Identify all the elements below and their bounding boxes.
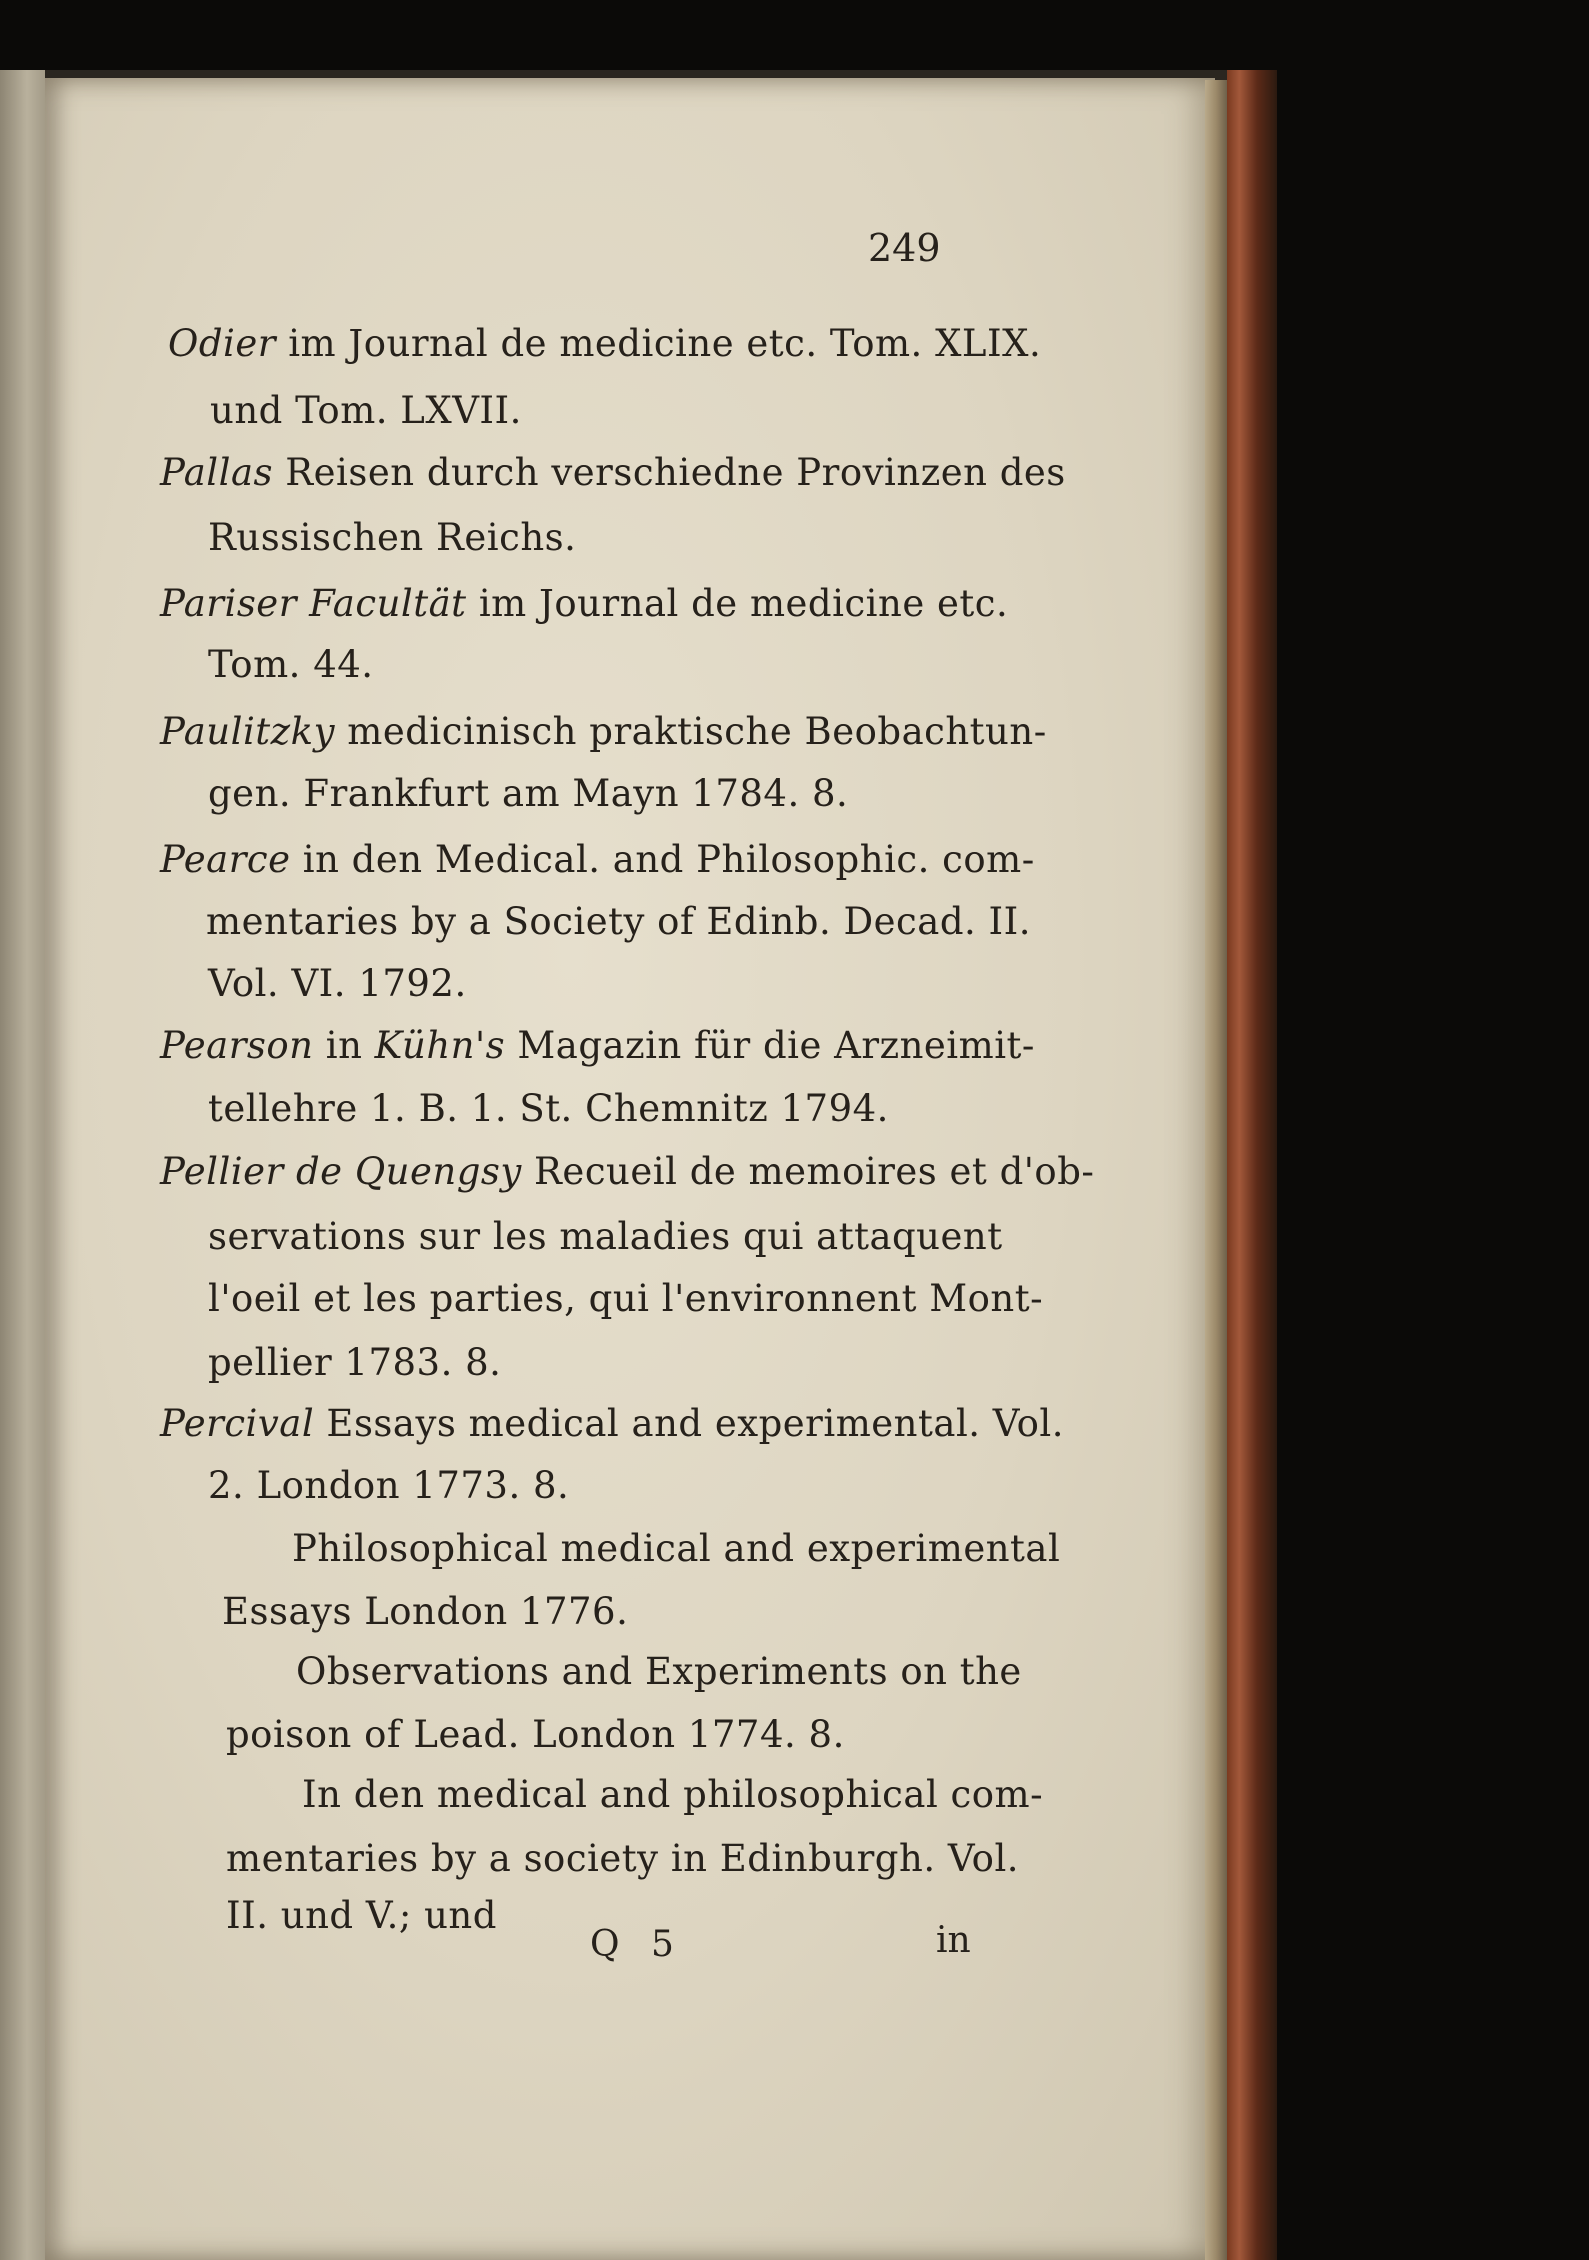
author-name: Pellier de Quengsy: [160, 1150, 522, 1193]
author-name: Paulitzky: [160, 710, 335, 753]
entry-text: Reisen durch verschiedne Provinzen des: [273, 451, 1066, 494]
entry-line: II. und V.; und: [226, 1894, 497, 1937]
entry-text: Magazin für die Arzneimit-: [505, 1024, 1035, 1067]
entry-text: in den Medical. and Philosophic. com-: [290, 838, 1035, 881]
page-number: 249: [868, 226, 941, 270]
entry-line: [160, 1150, 1094, 1194]
entry-line: poison of Lead. London 1774. 8.: [226, 1713, 845, 1756]
entry-line: [160, 838, 1035, 882]
entry-line: Tom. 44.: [208, 643, 374, 686]
entry-line: [160, 1402, 1064, 1446]
author-name: Odier: [168, 322, 276, 365]
entry-line: [160, 1024, 1035, 1068]
catchword: in: [936, 1920, 971, 1961]
entry-line: Russischen Reichs.: [208, 516, 577, 559]
entry-line: mentaries by a Society of Edinb. Decad. II.: [206, 900, 1032, 943]
author-name: Pearson: [160, 1024, 314, 1067]
entry-line: [168, 322, 1041, 366]
entry-line: servations sur les maladies qui attaquent: [208, 1215, 1003, 1258]
author-name: Pearce: [160, 838, 291, 881]
entry-line: mentaries by a society in Edinburgh. Vol.: [226, 1837, 1020, 1880]
entry-line: Observations and Experiments on the: [296, 1650, 1022, 1693]
entry-line: [160, 451, 1066, 495]
entry-line: 2. London 1773. 8.: [208, 1464, 570, 1507]
entry-line: Essays London 1776.: [222, 1590, 629, 1633]
entry-line: gen. Frankfurt am Mayn 1784. 8.: [208, 772, 849, 815]
entry-line: pellier 1783. 8.: [208, 1341, 502, 1384]
entry-line: Philosophical medical and experimental: [292, 1527, 1061, 1570]
author-name: Kühn's: [374, 1024, 506, 1067]
entry-line: [160, 710, 1047, 754]
entry-text: in: [313, 1024, 375, 1067]
entry-line: und Tom. LXVII.: [210, 389, 522, 432]
entry-text: Recueil de memoires et d'ob-: [521, 1150, 1095, 1193]
entry-line: In den medical and philosophical com-: [302, 1773, 1044, 1816]
entry-line: tellehre 1. B. 1. St. Chemnitz 1794.: [208, 1087, 889, 1130]
signature-mark: Q 5: [590, 1924, 684, 1965]
entry-line: Vol. VI. 1792.: [208, 962, 467, 1005]
entry-text: im Journal de medicine etc.: [466, 582, 1009, 625]
entry-text: medicinisch praktische Beobachtun-: [334, 710, 1047, 753]
entry-line: l'oeil et les parties, qui l'environnent Mont-: [208, 1277, 1044, 1320]
entry-line: [160, 582, 1008, 626]
entry-text: Essays medical and experimental. Vol.: [314, 1402, 1064, 1445]
author-name: Pallas: [160, 451, 274, 494]
author-name: Percival: [160, 1402, 315, 1445]
author-name: Pariser Facultät: [160, 582, 467, 625]
entry-text: im Journal de medicine etc. Tom. XLIX.: [275, 322, 1042, 365]
